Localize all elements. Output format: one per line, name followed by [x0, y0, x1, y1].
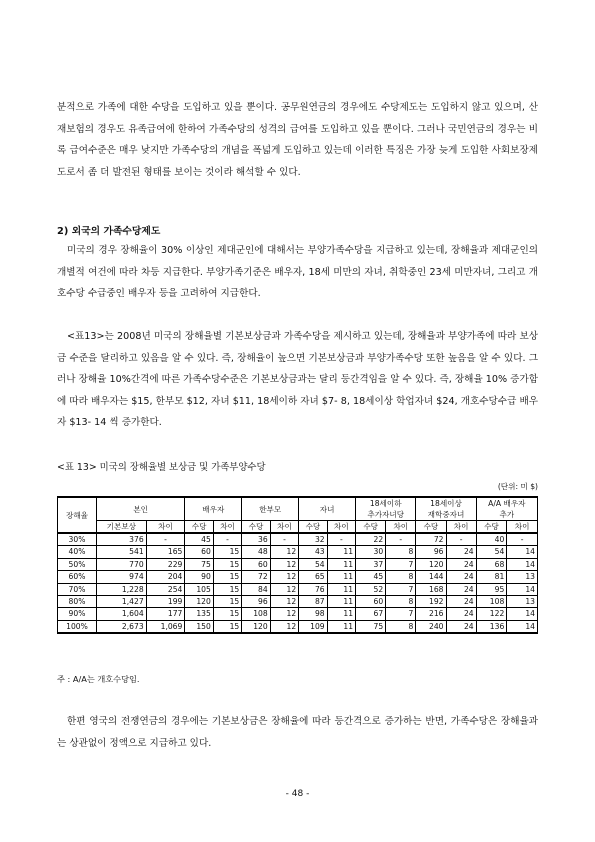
row-label-cell: 50%: [58, 558, 97, 570]
header-group: 18세이상 재학중자녀: [416, 497, 476, 521]
subheader-cell: 수당: [185, 521, 213, 534]
table-cell: 13: [507, 571, 538, 583]
table-cell: 199: [146, 596, 185, 608]
subheader-cell: 수당: [476, 521, 507, 534]
table-cell: 45: [185, 533, 213, 546]
row-label-cell: 60%: [58, 571, 97, 583]
table-cell: 87: [299, 596, 327, 608]
table-cell: 76: [299, 583, 327, 595]
table-row: [58, 608, 538, 620]
table-cell: 216: [416, 608, 446, 620]
row-label-cell: 90%: [58, 608, 97, 620]
subheader-cell: 차이: [213, 521, 241, 534]
table-cell: 32: [299, 533, 327, 546]
table-cell: 30: [356, 546, 386, 558]
table-cell: 8: [386, 620, 416, 633]
table-cell: 22: [356, 533, 386, 546]
table-cell: 14: [507, 608, 538, 620]
table-cell: 15: [213, 583, 241, 595]
table-cell: 7: [386, 608, 416, 620]
subheader-cell: 수당: [299, 521, 327, 534]
table-cell: -: [213, 533, 241, 546]
table-note: 주 : A/A는 개호수당임.: [57, 674, 140, 684]
table-cell: 24: [446, 571, 476, 583]
table-cell: 67: [356, 608, 386, 620]
table-cell: 12: [270, 571, 298, 583]
subheader-cell: 수당: [242, 521, 270, 534]
table-cell: 1,427: [97, 596, 147, 608]
allowance-table: [57, 496, 538, 634]
table-cell: 135: [185, 608, 213, 620]
table-cell: 122: [476, 608, 507, 620]
table-cell: 11: [327, 583, 355, 595]
table-cell: 1,069: [146, 620, 185, 633]
table-caption: <표 13> 미국의 장해율별 보상금 및 가족부양수당: [57, 462, 266, 473]
paragraph-uk: 한편 영국의 전쟁연금의 경우에는 기본보상금은 장해율에 따라 등간격으로 증가하는 반면, 가족수당은 장해율과는 상관없이 정액으로 지급하고 있다.: [57, 716, 538, 749]
table-cell: 54: [299, 558, 327, 570]
row-label-cell: 40%: [58, 546, 97, 558]
table-cell: 98: [299, 608, 327, 620]
table-cell: 15: [213, 596, 241, 608]
table-cell: 204: [146, 571, 185, 583]
table-cell: 72: [242, 571, 270, 583]
table-cell: -: [270, 533, 298, 546]
table-cell: 11: [327, 571, 355, 583]
table-cell: 120: [185, 596, 213, 608]
table-cell: 11: [327, 546, 355, 558]
table-cell: -: [446, 533, 476, 546]
table-row: [58, 583, 538, 595]
paragraph-intro: 분적으로 가족에 대한 수당을 도입하고 있을 뿐이다. 공무원연금의 경우에도 수당제도는 도입하지 않고 있으며, 산재보험의 경우도 유족급여에 한하여 가족수당의 성격의 급여를 도입하고 있을 뿐이다. 그러나 국민연금의 경우는 비록 급여수준은 매우 낮지만 가족수당의 개념을 폭넓게 도입하고 있는데 이러한 특징은 가장 늦게 도입한 사회보장제도로서 좀 더 발전된 형태를 보이는 것이라 해석할 수 있다.: [57, 102, 538, 178]
subheader-cell: 차이: [507, 521, 538, 534]
table-row: [58, 571, 538, 583]
table-cell: 14: [507, 546, 538, 558]
row-label-cell: 70%: [58, 583, 97, 595]
table-cell: 120: [242, 620, 270, 633]
paragraph-table-description: <표13>는 2008년 미국의 장해율별 기본보상금과 가족수당을 제시하고 있는데, 장해율과 부양가족에 따라 보상금 수준을 달리하고 있음을 알 수 있다. 즉, 장해율이 높으면 기본보상금과 부양가족수당 또한 높음을 알 수 있다. 그러나 장해율 10%간격에 따른 가족수당수준은 기본보상금과는 달리 등간격임을 알 수 있다. 즉, 장해율 10% 증가함에 따라 배우자는 $15, 한부모 $12, 자녀 $11, 18세이하 자녀 $7- 8, 18세이상 학업자녀 $24, 개호수당수급 배우자 $13- 14 씩 증가한다.: [57, 331, 538, 428]
subheader-cell: 차이: [327, 521, 355, 534]
table-cell: 1,604: [97, 608, 147, 620]
table-row: [58, 558, 538, 570]
table-row: [58, 620, 538, 633]
table-cell: 11: [327, 596, 355, 608]
table-row: [58, 596, 538, 608]
table-cell: 24: [446, 583, 476, 595]
table-cell: 81: [476, 571, 507, 583]
table-cell: 52: [356, 583, 386, 595]
table-row: [58, 546, 538, 558]
table-cell: 24: [446, 620, 476, 633]
table-cell: 43: [299, 546, 327, 558]
table-cell: 24: [446, 558, 476, 570]
header-group: 배우자: [185, 497, 242, 521]
table-cell: 177: [146, 608, 185, 620]
table-cell: 60: [356, 596, 386, 608]
table-cell: 14: [507, 558, 538, 570]
table-cell: 108: [242, 608, 270, 620]
row-label-cell: 80%: [58, 596, 97, 608]
table-cell: 96: [242, 596, 270, 608]
table-cell: 12: [270, 546, 298, 558]
table-cell: 24: [446, 546, 476, 558]
header-group: 한부모: [242, 497, 299, 521]
header-group: 본인: [97, 497, 185, 521]
table-cell: 40: [476, 533, 507, 546]
table-cell: 12: [270, 558, 298, 570]
subheader-cell: 수당: [416, 521, 446, 534]
table-cell: -: [327, 533, 355, 546]
table-unit: (단위: 미 $): [497, 482, 538, 491]
table-cell: 60: [185, 546, 213, 558]
table-cell: 240: [416, 620, 446, 633]
table-cell: 150: [185, 620, 213, 633]
table-cell: 15: [213, 620, 241, 633]
table-cell: 84: [242, 583, 270, 595]
table-cell: 168: [416, 583, 446, 595]
table-cell: 12: [270, 608, 298, 620]
table-cell: 105: [185, 583, 213, 595]
table-cell: 11: [327, 620, 355, 633]
table-cell: 12: [270, 583, 298, 595]
table-cell: 11: [327, 608, 355, 620]
table-cell: 36: [242, 533, 270, 546]
table-cell: 60: [242, 558, 270, 570]
paragraph-us-overview: 미국의 경우 장해율이 30% 이상인 제대군인에 대해서는 부양가족수당을 지급하고 있는데, 장해율과 제대군인의 개별적 여건에 따라 차등 지급한다. 부양가족기준은 배우자, 18세 미만의 자녀, 취학중인 23세 미만자녀, 그리고 개호수당 수급중인 배우자 등을 고려하여 지급한다.: [57, 245, 538, 299]
table-cell: 15: [213, 571, 241, 583]
table-cell: 12: [270, 620, 298, 633]
table-cell: -: [386, 533, 416, 546]
table-cell: 974: [97, 571, 147, 583]
table-cell: 1,228: [97, 583, 147, 595]
table-cell: 15: [213, 546, 241, 558]
subheader-cell: 차이: [446, 521, 476, 534]
table-cell: 75: [356, 620, 386, 633]
subheader-cell: 차이: [270, 521, 298, 534]
table-cell: 120: [416, 558, 446, 570]
row-label-cell: 30%: [58, 533, 97, 546]
table-cell: 48: [242, 546, 270, 558]
table-cell: 45: [356, 571, 386, 583]
subheader-cell: 차이: [146, 521, 185, 534]
subheader-cell: 수당: [356, 521, 386, 534]
table-cell: 14: [507, 620, 538, 633]
table-cell: 96: [416, 546, 446, 558]
table-cell: 165: [146, 546, 185, 558]
table-cell: 12: [270, 596, 298, 608]
table-cell: 95: [476, 583, 507, 595]
section-heading: 2) 외국의 가족수당제도: [57, 226, 161, 237]
subheader-cell: 기본보상: [97, 521, 147, 534]
table-cell: 376: [97, 533, 147, 546]
page-number: - 48 -: [285, 789, 310, 799]
table-cell: 8: [386, 571, 416, 583]
table-cell: -: [507, 533, 538, 546]
table-header-row: [58, 497, 538, 521]
table-cell: 72: [416, 533, 446, 546]
table-cell: 2,673: [97, 620, 147, 633]
table-subheader-row: [58, 521, 538, 534]
table-cell: 24: [446, 608, 476, 620]
table-cell: 136: [476, 620, 507, 633]
table-cell: 37: [356, 558, 386, 570]
table-cell: 7: [386, 583, 416, 595]
table-cell: 7: [386, 558, 416, 570]
table-cell: 109: [299, 620, 327, 633]
table-cell: 108: [476, 596, 507, 608]
table-cell: 14: [507, 583, 538, 595]
table-cell: 90: [185, 571, 213, 583]
table-row: [58, 533, 538, 546]
table-cell: 11: [327, 558, 355, 570]
subheader-cell: 차이: [386, 521, 416, 534]
header-group: 자녀: [299, 497, 356, 521]
table-cell: 229: [146, 558, 185, 570]
table-cell: 13: [507, 596, 538, 608]
table-cell: 15: [213, 608, 241, 620]
table-cell: 68: [476, 558, 507, 570]
table-cell: 24: [446, 596, 476, 608]
row-label-cell: 100%: [58, 620, 97, 633]
table-cell: 65: [299, 571, 327, 583]
table-cell: 192: [416, 596, 446, 608]
table-cell: 770: [97, 558, 147, 570]
table-cell: 254: [146, 583, 185, 595]
table-cell: 15: [213, 558, 241, 570]
table-cell: 54: [476, 546, 507, 558]
header-group: 18세이하 추가자녀당: [356, 497, 416, 521]
table-cell: 8: [386, 546, 416, 558]
table-cell: -: [146, 533, 185, 546]
table-cell: 75: [185, 558, 213, 570]
table-cell: 144: [416, 571, 446, 583]
table-cell: 8: [386, 596, 416, 608]
header-disability-rate: 장해율: [58, 497, 97, 533]
table-cell: 541: [97, 546, 147, 558]
header-group: A/A 배우자 추가: [476, 497, 537, 521]
